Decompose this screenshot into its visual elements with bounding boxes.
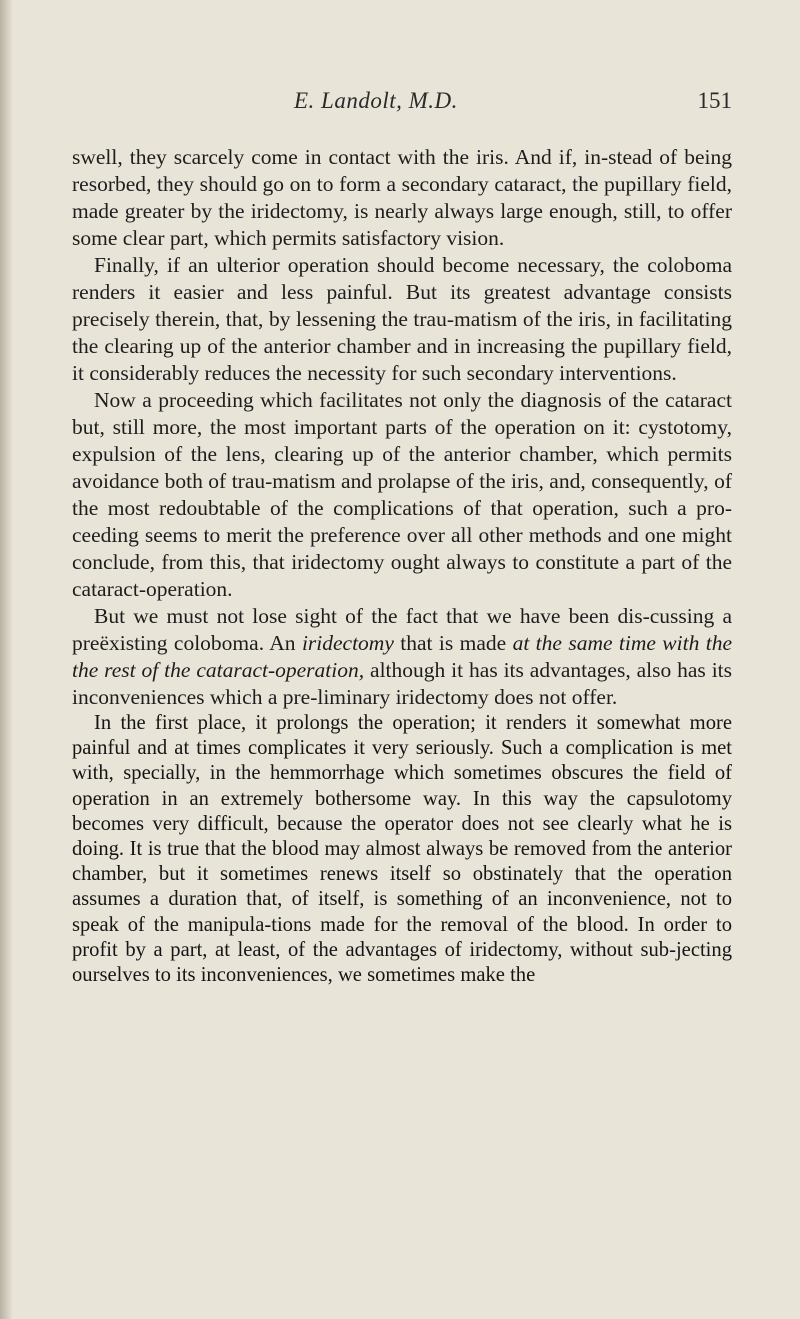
- page-binding-edge: [0, 0, 12, 1319]
- running-head: [72, 88, 732, 118]
- paragraph-first-place: In the first place, it prolongs the operation; it renders it somewhat more painful and at times complicates it very seriously. Such a complication is met with, specially, in the hemmorrhage which sometimes obscures the field of operation in an extremely bothersome way. In this way the capsulotomy becomes very difficult, because the operator does not see clearly what he is doing. It is true that the blood may almost always be removed from the anterior chamber, but it sometimes renews itself so obstinately that the operation assumes a duration that, of itself, is something of an inconvenience, not to speak of the manipula-tions made for the removal of the blood. In order to profit by a part, at least, of the advantages of iridectomy, without sub-jecting ourselves to its inconveniences, we sometimes make the: [72, 712, 732, 987]
- paragraph-ulterior-operation: Finally, if an ulterior operation should become necessary, the coloboma renders it easier and less painful. But its greatest advantage consists precisely therein, that, by lessening the trau-matism of the iris, in facilitating the clearing up of the anterior chamber and in increasing the pupillary field, it considerably reduces the necessity for such secondary interventions.: [72, 253, 732, 385]
- paragraph-continuation: swell, they scarcely come in contact with the iris. And if, in-stead of being resorbed, they should go on to form a secondary cataract, the pupillary field, made greater by the iridectomy, is nearly always large enough, still, to offer some clear part, which permits satisfactory vision.: [72, 145, 732, 250]
- running-head-author: E. Landolt, M.D.: [294, 88, 458, 113]
- text-run: But we must not lose sight of the fact that we have been dis-cussing a preëxisting coloboma. An: [72, 604, 732, 655]
- body-text: [72, 144, 732, 988]
- page-number: 151: [697, 88, 732, 113]
- text-run: that is made: [393, 631, 513, 655]
- italic-term: iridectomy: [301, 631, 394, 655]
- paragraph-proceeding: Now a proceeding which facilitates not only the diagnosis of the cataract but, still more, the most important parts of the operation on it: cystotomy, expulsion of the lens, clearing up of the anterior chamber, which permits avoidance both of trau-matism and prolapse of the iris, and, consequently, of the most redoubtable of the complications of that operation, such a pro-ceeding seems to merit the preference over all other methods and one might conclude, from this, that iridectomy ought always to constitute a part of the cataract-operation.: [72, 388, 732, 601]
- text-run: although it has its advantages, also has its inconveniences which a pre-liminary iridectomy does not offer.: [72, 658, 733, 709]
- italic-phrase: at the same time with the the rest of the cataract-operation,: [72, 631, 733, 682]
- paragraph-preexisting-coloboma: [72, 603, 732, 711]
